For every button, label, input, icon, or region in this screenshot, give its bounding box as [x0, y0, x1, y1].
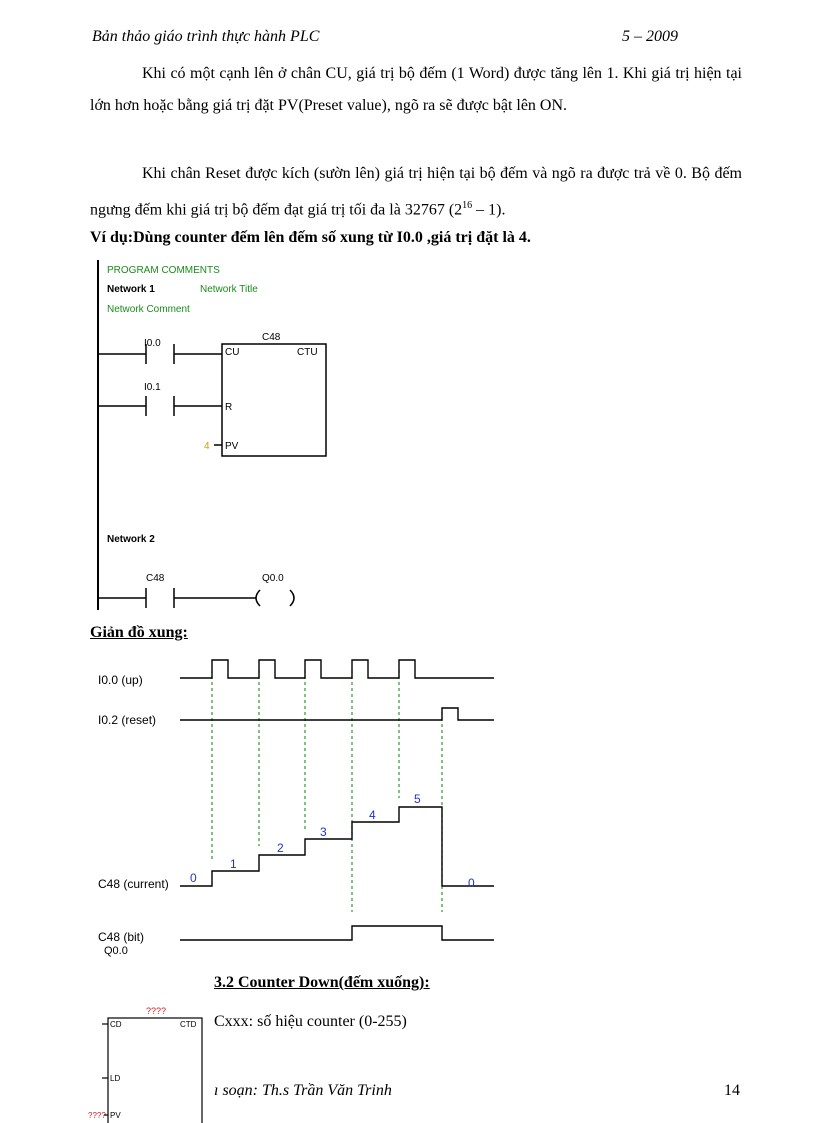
superscript-16: 16 [462, 200, 473, 211]
program-comments: PROGRAM COMMENTS [107, 265, 220, 276]
bit-signal-label: C48 (bit) [98, 930, 145, 944]
timing-diagram [90, 650, 496, 960]
reset-signal-label: I0.2 (reset) [98, 713, 157, 727]
paragraph-reset [90, 158, 742, 226]
r-pin: R [225, 402, 233, 413]
ctu-block [222, 344, 326, 456]
cu-pin: CU [225, 347, 240, 358]
paragraph-reset-end: – 1). [472, 201, 506, 219]
paragraph-count-up: Khi có một cạnh lên ở chân CU, giá trị bộ đếm (1 Word) được tăng lên 1. Khi giá trị hiện tại lớn hơn hoặc bằng giá trị đặt PV(Preset value), ngõ ra sẽ được bật lên ON. [90, 65, 742, 114]
network-1-label: Network 1 [107, 284, 155, 295]
count-value-reset: 0 [468, 876, 475, 890]
page-number: 14 [724, 1082, 740, 1099]
diagram-heading: Giản đồ xung: [90, 624, 188, 641]
sync-lines [212, 670, 442, 912]
pv-pin: PV [225, 441, 239, 452]
ladder-diagram [90, 258, 352, 612]
count-value-2: 2 [277, 841, 284, 855]
counter-label: C48 [262, 332, 281, 343]
ctd-pv-placeholder: ???? [88, 1111, 106, 1120]
ctd-pv-pin: PV [110, 1111, 121, 1120]
ctd-block [108, 1018, 202, 1123]
contact-i00-label: I0.0 [144, 338, 161, 349]
ctd-label: CTD [180, 1020, 197, 1029]
count-value-3: 3 [320, 825, 327, 839]
up-signal-waveform [180, 660, 494, 678]
document-title: Bản thảo giáo trình thực hành PLC [92, 28, 320, 45]
coil-q00-label: Q0.0 [262, 573, 284, 584]
pv-value: 4 [204, 441, 210, 452]
count-value-1: 1 [230, 857, 237, 871]
count-value-4: 4 [369, 808, 376, 822]
current-value-waveform [180, 807, 494, 886]
footer-author: ı soạn: Th.s Trần Văn Trinh [214, 1082, 392, 1099]
up-signal-label: I0.0 (up) [98, 673, 143, 687]
section-heading: 3.2 Counter Down(đếm xuống): [214, 974, 430, 991]
ctd-top-placeholder: ???? [146, 1006, 167, 1016]
cd-pin: CD [110, 1020, 122, 1029]
ld-pin: LD [110, 1074, 121, 1083]
cxxx-description: Cxxx: số hiệu counter (0-255) [214, 1013, 407, 1030]
network-2-label: Network 2 [107, 534, 155, 545]
bit-signal-waveform [180, 926, 494, 940]
example-heading: Ví dụ:Dùng counter đếm lên đếm số xung từ I0.0 ,giá trị đặt là 4. [90, 229, 531, 246]
network-title: Network Title [200, 284, 258, 295]
ctd-block-diagram [84, 1004, 210, 1123]
document-date: 5 – 2009 [622, 28, 678, 45]
reset-signal-waveform [180, 708, 494, 720]
ctu-label: CTU [297, 347, 318, 358]
network-comment: Network Comment [107, 304, 190, 315]
coil-q00 [256, 590, 260, 606]
paragraph-reset-text: Khi chân Reset được kích (sườn lên) giá trị hiện tại bộ đếm và ngõ ra được trả về 0. Bộ đếm ngưng đếm khi giá trị bộ đếm đạt giá trị tối đa là 32767 (2 [90, 165, 742, 219]
count-value-5: 5 [414, 792, 421, 806]
current-value-label: C48 (current) [98, 877, 169, 891]
contact-c48-label: C48 [146, 573, 165, 584]
count-value-0: 0 [190, 871, 197, 885]
bit-signal-label-q00: Q0.0 [104, 945, 128, 957]
contact-i01-label: I0.1 [144, 382, 161, 393]
